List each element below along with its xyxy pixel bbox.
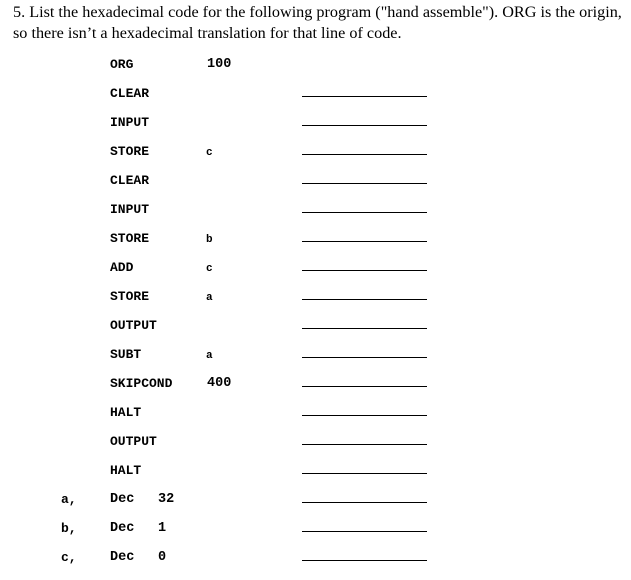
line-mnemonic: Dec <box>110 492 135 507</box>
program-line <box>0 57 631 86</box>
program-line <box>0 434 631 463</box>
line-operand: 100 <box>207 57 232 72</box>
program-line <box>0 115 631 144</box>
program-line <box>0 231 631 260</box>
line-mnemonic: HALT <box>110 405 142 420</box>
line-operand: a <box>206 292 213 304</box>
program-line <box>0 347 631 376</box>
answer-blank[interactable] <box>302 212 427 213</box>
program-line <box>0 318 631 347</box>
line-mnemonic: STORE <box>110 231 150 246</box>
line-operand: a <box>206 350 213 362</box>
program-line <box>0 463 631 492</box>
line-label: a, <box>61 492 77 507</box>
program-line <box>0 405 631 434</box>
answer-blank[interactable] <box>302 154 427 155</box>
answer-blank[interactable] <box>302 357 427 358</box>
line-mnemonic: INPUT <box>110 115 150 130</box>
answer-blank[interactable] <box>302 473 427 474</box>
line-mnemonic: OUTPUT <box>110 318 157 333</box>
answer-blank[interactable] <box>302 328 427 329</box>
line-mnemonic: ADD <box>110 260 134 275</box>
program-line <box>0 173 631 202</box>
program-line <box>0 289 631 318</box>
answer-blank[interactable] <box>302 502 427 503</box>
line-mnemonic: SUBT <box>110 347 142 362</box>
program-line <box>0 550 631 579</box>
line-mnemonic: OUTPUT <box>110 434 157 449</box>
program-line <box>0 376 631 405</box>
answer-blank[interactable] <box>302 386 427 387</box>
line-mnemonic: Dec <box>110 521 135 536</box>
program-line <box>0 521 631 550</box>
answer-blank[interactable] <box>302 183 427 184</box>
answer-blank[interactable] <box>302 96 427 97</box>
line-mnemonic: STORE <box>110 144 150 159</box>
line-mnemonic: Dec <box>110 550 135 565</box>
line-label: b, <box>61 521 77 536</box>
line-operand: 400 <box>207 376 232 391</box>
program-line <box>0 202 631 231</box>
answer-blank[interactable] <box>302 241 427 242</box>
line-mnemonic: HALT <box>110 463 142 478</box>
line-operand: b <box>206 234 213 246</box>
line-mnemonic: SKIPCOND <box>110 376 173 391</box>
answer-blank[interactable] <box>302 270 427 271</box>
program-line <box>0 144 631 173</box>
line-mnemonic: CLEAR <box>110 86 150 101</box>
line-mnemonic: INPUT <box>110 202 150 217</box>
line-mnemonic: ORG <box>110 57 134 72</box>
answer-blank[interactable] <box>302 415 427 416</box>
answer-blank[interactable] <box>302 444 427 445</box>
program-line <box>0 260 631 289</box>
answer-blank[interactable] <box>302 531 427 532</box>
answer-blank[interactable] <box>302 560 427 561</box>
line-operand: c <box>206 263 213 275</box>
answer-blank[interactable] <box>302 299 427 300</box>
line-mnemonic: CLEAR <box>110 173 150 188</box>
program-line <box>0 86 631 115</box>
program-line <box>0 492 631 521</box>
line-operand: 1 <box>158 521 167 536</box>
line-operand: 0 <box>158 550 167 565</box>
line-label: c, <box>61 550 77 565</box>
line-mnemonic: STORE <box>110 289 150 304</box>
question-text: 5. List the hexadecimal code for the following program ("hand assemble"). ORG is the origin, so there isn’t a hexadecimal translation for that line of code. <box>13 3 622 42</box>
line-operand: 32 <box>158 492 175 507</box>
line-operand: c <box>206 147 213 159</box>
answer-blank[interactable] <box>302 125 427 126</box>
